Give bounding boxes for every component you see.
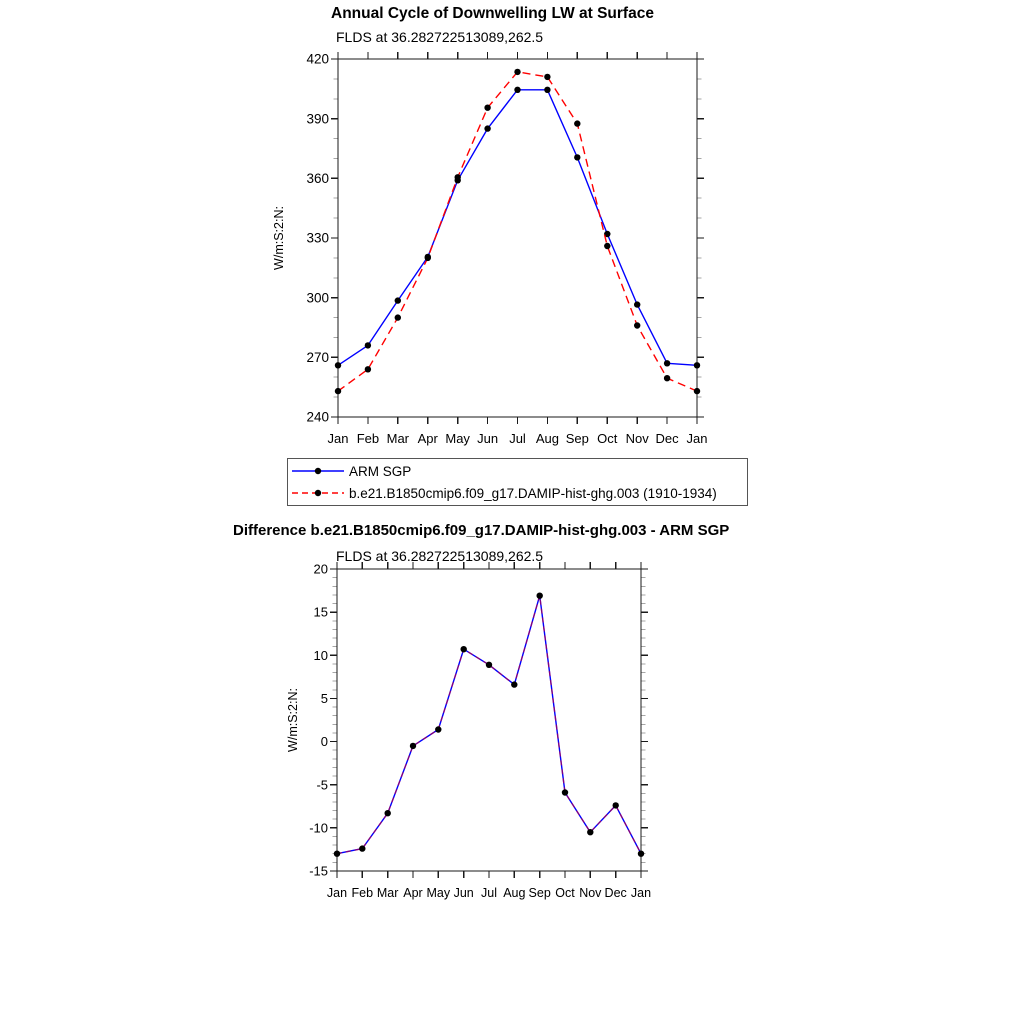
x-tick-label: Mar	[376, 886, 399, 900]
y-tick-label: 10	[313, 647, 328, 663]
legend-label: b.e21.B1850cmip6.f09_g17.DAMIP-hist-ghg.003 (1910-1934)	[349, 485, 717, 501]
y-tick-label: 390	[306, 111, 329, 127]
data-point-marker	[486, 662, 492, 668]
data-point-marker	[694, 362, 700, 368]
data-point-marker	[514, 69, 520, 75]
x-tick-label: Dec	[655, 431, 679, 446]
data-point-marker	[587, 829, 593, 835]
x-tick-label: Mar	[386, 431, 410, 446]
top-chart-legend	[287, 458, 748, 506]
data-point-marker	[435, 726, 441, 732]
y-tick-label: 5	[320, 691, 328, 707]
x-tick-label: Sep	[528, 886, 551, 900]
top-chart-subtitle: FLDS at 36.282722513089,262.5	[336, 29, 544, 45]
legend-item	[288, 482, 747, 504]
x-tick-label: Jul	[481, 886, 497, 900]
data-point-marker	[455, 174, 461, 180]
data-point-marker	[365, 366, 371, 372]
dashed-line-swatch-icon	[291, 485, 347, 501]
data-point-marker	[359, 845, 365, 851]
difference-chart-subtitle: FLDS at 36.282722513089,262.5	[336, 548, 544, 564]
top-chart-y-axis-label: W/m:S:2:N:	[272, 206, 286, 270]
data-point-marker	[514, 87, 520, 93]
y-tick-label: -15	[309, 863, 328, 879]
data-point-marker	[638, 851, 644, 857]
x-tick-label: Jan	[686, 431, 708, 446]
series-line-overlay	[337, 596, 641, 854]
data-point-marker	[694, 388, 700, 394]
data-point-marker	[511, 681, 517, 687]
x-tick-label: May	[445, 431, 470, 446]
data-point-marker	[634, 301, 640, 307]
y-tick-label: -5	[316, 777, 328, 793]
data-point-marker	[537, 593, 543, 599]
data-point-marker	[425, 255, 431, 261]
x-tick-label: Jan	[630, 886, 652, 900]
series-line	[338, 72, 697, 391]
data-point-marker	[634, 322, 640, 328]
y-tick-label: -10	[309, 820, 328, 836]
difference-chart	[309, 562, 651, 900]
difference-chart-y-axis-label: W/m:S:2:N:	[286, 688, 300, 752]
data-point-marker	[395, 297, 401, 303]
y-tick-label: 360	[306, 170, 329, 186]
x-tick-label: Aug	[535, 431, 559, 446]
data-point-marker	[395, 314, 401, 320]
x-tick-label: May	[426, 886, 451, 900]
top-chart	[306, 52, 707, 446]
y-tick-label: 420	[306, 51, 329, 67]
data-point-marker	[410, 743, 416, 749]
difference-chart-title: Difference b.e21.B1850cmip6.f09_g17.DAMIP-hist-ghg.003 - ARM SGP	[233, 522, 730, 539]
data-point-marker	[334, 851, 340, 857]
data-point-marker	[544, 87, 550, 93]
data-point-marker	[365, 342, 371, 348]
top-chart-title: Annual Cycle of Downwelling LW at Surface	[331, 5, 654, 22]
y-tick-label: 270	[306, 349, 329, 365]
data-point-marker	[574, 120, 580, 126]
x-tick-label: Apr	[403, 886, 423, 900]
data-point-marker	[335, 362, 341, 368]
data-point-marker	[335, 388, 341, 394]
data-point-marker	[604, 243, 610, 249]
x-tick-label: Jan	[327, 431, 349, 446]
axis-frame	[338, 59, 697, 417]
data-point-marker	[484, 125, 490, 131]
x-tick-label: Jul	[509, 431, 526, 446]
x-tick-label: Apr	[417, 431, 438, 446]
x-tick-label: Jun	[453, 886, 474, 900]
y-tick-label: 330	[306, 230, 329, 246]
x-tick-label: Nov	[579, 886, 602, 900]
x-tick-label: Feb	[351, 886, 374, 900]
series-line	[337, 596, 641, 854]
data-point-marker	[574, 154, 580, 160]
series-line	[338, 90, 697, 366]
x-tick-label: Nov	[625, 431, 649, 446]
x-tick-label: Dec	[604, 886, 627, 900]
axis-frame	[337, 569, 641, 871]
data-point-marker	[613, 802, 619, 808]
data-point-marker	[664, 375, 670, 381]
data-point-marker	[484, 105, 490, 111]
data-point-marker	[544, 74, 550, 80]
y-tick-label: 300	[306, 290, 329, 306]
y-tick-label: 240	[306, 409, 329, 425]
x-tick-label: Oct	[597, 431, 618, 446]
data-point-marker	[461, 646, 467, 652]
x-tick-label: Jan	[326, 886, 348, 900]
x-tick-label: Aug	[503, 886, 526, 900]
legend-item	[288, 460, 747, 482]
solid-line-swatch-icon	[291, 463, 347, 479]
x-tick-label: Jun	[477, 431, 499, 446]
y-tick-label: 20	[313, 561, 328, 577]
data-point-marker	[664, 360, 670, 366]
x-tick-label: Oct	[555, 886, 575, 900]
y-tick-label: 0	[320, 734, 328, 750]
y-tick-label: 15	[313, 604, 328, 620]
legend-label: ARM SGP	[349, 463, 412, 479]
x-tick-label: Sep	[565, 431, 589, 446]
x-tick-label: Feb	[356, 431, 380, 446]
data-point-marker	[385, 810, 391, 816]
data-point-marker	[562, 789, 568, 795]
